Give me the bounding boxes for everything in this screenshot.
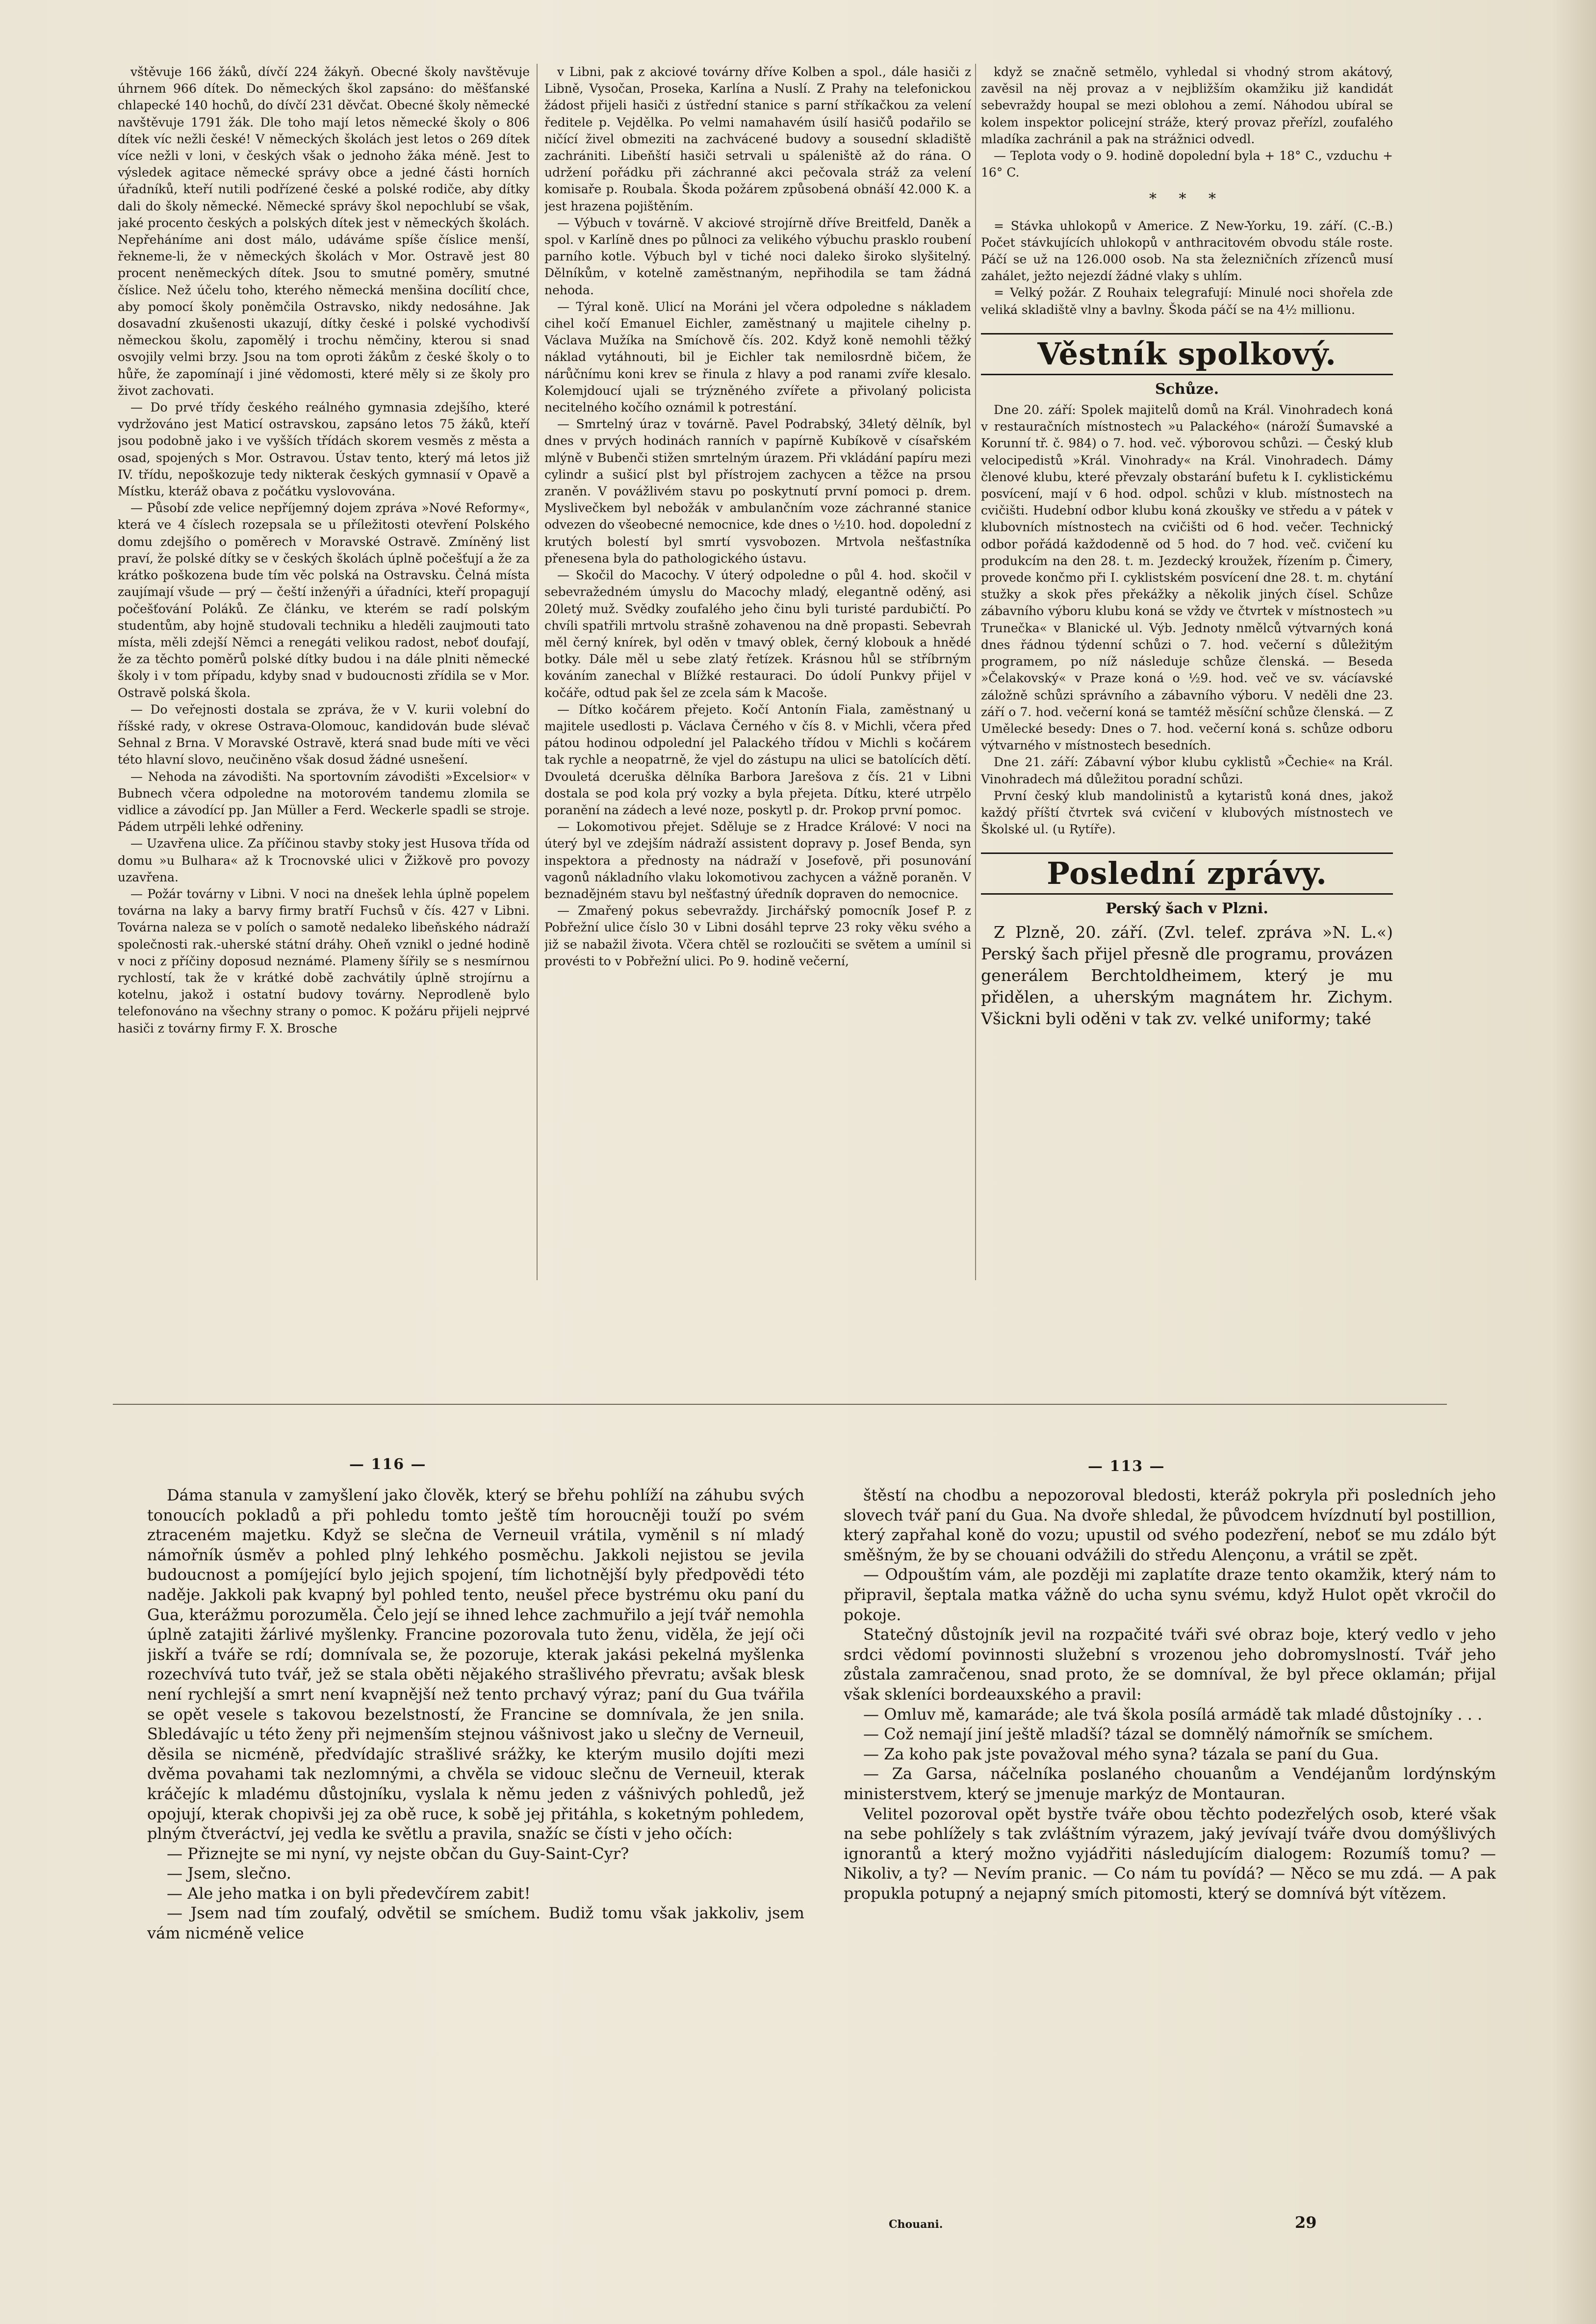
serial-paragraph: — Za koho pak jste považoval mého syna? tázala se paní du Gua.	[863, 1744, 1379, 1763]
vestnik-heading: Věstník spolkový.	[981, 333, 1393, 375]
column-rule	[537, 64, 538, 1280]
news-paragraph: — Do veřejnosti dostala se zpráva, že v V. kurii volební do říšské rady, v okrese Ostrava-Olomouc, kandidován bude slévač Sehnal z Brna. V Moravské Ostravě, která snad bude míti ve věci této hlavní slovo, neučiněno však dosud žádné usnešení.	[118, 702, 530, 767]
column-rule	[975, 64, 976, 1280]
serial-paragraph: Dáma stanula v zamyšlení jako člověk, který se břehu pohlíží na záhubu svých tonoucích pokladů a při pohledu tomto ještě tím horoucněji touží po svém ztraceném majetku. Když se slečna de Verneuil vrátila, vyměnil s ní mladý námořník úsměv a pohled plný lehkého posměchu. Jakkoli nejistou se jevila budoucnost a pomíjející bylo jejich spojení, tím lichotnější byly předpovědi této naděje. Jakkoli pak kvapný byl pohled tento, neušel přece bystrému oku paní du Gua, kterážmu porozuměla. Čelo její se ihned lehce zachmuřilo a její tvář nemohla úplně zatajiti žárlivé myšlenky. Francine pozorovala tuto ženu, viděla, že její oči jiskří a tváře se rdí; domnívala se, že pozoruje, kterak jakási pekelná myšlenka rozechvívá tuto tvář, jež se stala oběti nějakého strašlivého převratu; avšak blesk není rychlejší a smrt není kvapnější než tento prchavý výraz; paní du Gua tvářila se opět vesele s takovou bezelstností, že Francine se domnívala, že jen snila. Sbledávajíc u této ženy při nejmenším stejnou vášnivost jako u slečny de Verneuil, děsila se nicméně, předvídajíc strašlivé srážky, ke kterým musilo dojíti mezi dvěma povahami tak nezlomnými, a chvěla se vidouc slečnu de Verneuil, kterak kráčejíc k mladému důstojníku, vyslala k němu jeden z vášnivých pohledů, jež opojují, kterak chopivši jej za obě ruce, k sobě jej přitáhla, s koketným pohledem, plným čtveráctví, jej vedla ke světlu a pravila, snažíc se čísti v jeho očích:	[147, 1486, 804, 1843]
serial-paragraph: Velitel pozoroval opět bystře tváře obou těchto podezřelých osob, které však na sebe pohlížely s tak zvláštním výrazem, jaký jevívají tváře dvou domýšlivých ignorantů a který možno vyjádřiti následujícím dialogem: Rozumíš tomu? — Nikoliv, a ty? — Nevím pranic. — Co nám tu povídá? — Něco se mu zdá. — A pak propukla potupný a nejapný smích pitomosti, který se domnívá být vítězem.	[844, 1804, 1496, 1903]
binding-shadow	[1552, 0, 1596, 2324]
fold-divider	[113, 1404, 1447, 1405]
serial-paragraph: — Odpouštím vám, ale později mi zaplatíte draze tento okamžik, který nám to připravil, šeptala matka vážně do ucha synu svému, když Hulot opět vkročil do pokoje.	[844, 1565, 1496, 1624]
news-paragraph: — Lokomotivou přejet. Sděluje se z Hradce Králové: V noci na úterý byl ve zdejším nádraží assistent dopravy p. Josef Benda, syn inspektora a přednosty na nádraží v Josefově, při posunování vagonů nákladního vlaku lokomotivou zachycen a vážně poraněn. V beznadějném stavu byl nešťastný úředník dopraven do nemocnice.	[544, 820, 971, 901]
section-ornament: * * *	[1149, 190, 1225, 208]
serial-paragraph: — Omluv mě, kamaráde; ale tvá škola posílá armádě tak mladé důstojníky . . .	[863, 1704, 1483, 1724]
news-paragraph: — Do prvé třídy českého reálného gymnasia zdejšího, které vydržováno jest Maticí ostravskou, zapsáno letos 75 žáků, kteří jsou podobně jako i ve vyšších třídách skorem vesměs z města a osad, spojených s Mor. Ostravou. Ústav tento, který má letos již IV. třídu, nepoškozuje tedy nikterak českých gymnasií v Opavě a Místku, kteráž obava z počátku vyslovována.	[118, 400, 530, 499]
serial-signature: Chouani.	[889, 2218, 943, 2231]
news-paragraph: — Zmařený pokus sebevraždy. Jirchářský pomocník Josef P. z Pobřežní ulice číslo 30 v Libni dosáhl teprve 23 roky věku svého a již se nabažil života. Včera chtěl se rozloučiti se světem a umínil si provésti to v Pobřežní ulici. Po 9. hodině večerní,	[544, 904, 971, 968]
news-paragraph: — Teplota vody o 9. hodině dopolední byla + 18° C., vzduchu + 16° C.	[981, 149, 1393, 180]
news-paragraph: v Libni, pak z akciové továrny dříve Kolben a spol., dále hasiči z Libně, Vysočan, Proseka, Karlína a Nuslí. Z Prahy na telefonickou žádost přijeli hasiči z ústřední stanice s parní stříkačkou za velení ředitele p. Vejdělka. Po velmi namahavém úsilí hasičů podařilo se ničící živel obmeziti na zachvácené budovy a sousední skladiště zachrániti. Libeňští hasiči setrvali u spáleniště až do rána. O udržení pořádku při záchranné akci pečovala stráž za velení komisaře p. Roubala. Škoda požárem způsobená obnáší 42.000 K. a jest hrazena pojištěním.	[544, 65, 971, 213]
news-column-2	[544, 64, 971, 1280]
folio-left: — 116 —	[349, 1456, 427, 1473]
serial-paragraph: — Což nemají jiní ještě mladší? tázal se domnělý námořník se smíchem.	[863, 1725, 1434, 1744]
news-paragraph: — Skočil do Macochy. V úterý odpoledne o půl 4. hod. skočil v sebevražedném úmyslu do Macochy mladý, elegantně oděný, asi 20letý muž. Svědky zoufalého jeho činu byli turisté pardubičtí. Po chvíli spatřili mrtvolu strašně zohavenou na dně propasti. Sebevrah měl černý knírek, byl oděn v tmavý oblek, černý klobouk a hnědé botky. Dále měl u sebe zlatý řetízek. Krásnou hůl se stříbrným kováním zanechal v Blížké restauraci. Do údolí Punkvy přijel v kočáře, odtud pak šel ze zcela sám k Macoše.	[544, 568, 971, 700]
vestnik-subheading: Schůze.	[1155, 380, 1219, 398]
folio-right: — 113 —	[1088, 1458, 1165, 1475]
news-paragraph: — Týral koně. Ulicí na Moráni jel včera odpoledne s nákladem cihel kočí Emanuel Eichler, zaměstnaný u majitele cihelny p. Václava Mužíka na Smíchově čís. 202. Když koně nemohli těžký náklad vytáhnouti, bil je Eichler tak nemilosrdně bičem, že nárůčnímu koni krev se řinula z hlavy a pod ranami zvíře klesalo. Kolemjdoucí ujali se trýzněného zvířete a přivolaný policista necitelného kočího oznámil k potrestání.	[544, 299, 971, 415]
serial-paragraph: štěstí na chodbu a nepozoroval bledosti, kteráž pokryla při posledních jeho slovech tvář paní du Gua. Na dvoře shledal, že původcem hvízdnutí byl postillion, který zapřahal koně do vozu; upustil od svého podezření, neboť se mu zdálo být směšným, že by se chouani odvážili do středu Alençonu, a vrátil se zpět.	[844, 1486, 1496, 1564]
serial-paragraph: Statečný důstojník jevil na rozpačité tváři své obraz boje, který vedlo v jeho srdci vědomí povinnosti služební s vrozenou jeho dobromyslností. Tvář jeho zůstala zamračenou, snad proto, že se domníval, že byl přece oklamán; přijal však skleníci bordeauxského a pravil:	[844, 1625, 1496, 1704]
serial-paragraph: — Přiznejte se mi nyní, vy nejste občan du Guy-Saint-Cyr?	[167, 1844, 629, 1863]
news-paragraph: — Dítko kočárem přejeto. Kočí Antonín Fiala, zaměstnaný u majitele usedlosti p. Václava Černého v čís 8. v Michli, včera před pátou hodinou odpolední jel Palackého třídou v Michli s kočárem tak rychle a neopatrně, že vjel do zástupu na ulici se batolících dětí. Dvouletá dceruška dělníka Barbora Jarešova z čís. 21 v Libni dostala se pod kola prý vozky a byla přejeta. Dítku, které utrpělo poranění na zádech a levé noze, poskytl p. dr. Prokop první pomoc.	[544, 702, 971, 817]
serial-column-left	[147, 1485, 804, 2246]
news-paragraph: když se značně setmělo, vyhledal si vhodný strom akátový, zavěsil na něj provaz a v nejbližším okamžiku již kandidát sebevraždy houpal se mezi oblohou a zemí. Náhodou ubíral se kolem inspektor policejní stráže, který provaz přeřízl, zoufalého mladíka zachránil a pak na strážnici odvedl.	[981, 65, 1393, 146]
serial-paragraph: — Ale jeho matka i on byli předevčírem zabit!	[167, 1884, 531, 1903]
page-number: 29	[1295, 2213, 1317, 2232]
serial-paragraph: — Za Garsa, náčelníka poslaného chouanům a Vendéjanům lordýnským ministerstvem, který se jmenuje markýz de Montauran.	[844, 1764, 1496, 1803]
serial-paragraph: — Jsem nad tím zoufalý, odvětil se smíchem. Budiž tomu však jakkoliv, jsem vám nicméně velice	[147, 1904, 804, 1943]
news-paragraph: První český klub mandolinistů a kytaristů koná dnes, jakož každý příští čtvrtek svá cvičení v klubových místnostech ve Školské ul. (u Rytíře).	[981, 788, 1393, 837]
news-paragraph: = Stávka uhlokopů v Americe. Z New-Yorku, 19. září. (C.-B.) Počet stávkujících uhlokopů v anthracitovém obvodu stále roste. Páčí se už na 126.000 osob. Na sta železničních zřízenců musí zahálet, ježto nejezdí žádné vlaky s uhlím.	[981, 218, 1393, 284]
news-paragraph: Dne 21. září: Zábavní výbor klubu cyklistů »Čechie« na Král. Vinohradech má důležitou poradní schůzi.	[981, 755, 1393, 786]
news-paragraph: — Požár továrny v Libni. V noci na dnešek lehla úplně popelem továrna na laky a barvy firmy bratří Fuchsů v čís. 427 v Libni. Továrna naleza se v polích o samotě nedaleko libeňského nádraží společnosti rak.-uherské státní dráhy. Oheň vznikl o jedné hodině v noci z příčiny doposud neznámé. Plameny šířily se s nesmírnou rychlostí, tak že v krátké době zachvátily úplně strojírnu a kotelnu, jakož i ostatní budovy továrny. Neprodleně bylo telefonováno na všechny strany o pomoc. K požáru přijeli nejprvé hasiči z továrny firmy F. X. Brosche	[118, 886, 530, 1035]
news-paragraph: — Působí zde velice nepříjemný dojem zpráva »Nové Reformy«, která ve 4 číslech rozepsala se u příležitosti otevření Polského domu zdejšího o poměrech v Moravské Ostravě. Zmíněný list praví, že polské dítky se v českých školách úplně počešťují a že za krátko poškozena bude tím věc polská na Ostravsku. Čelná místa zaujímají všude — prý — čeští inženýři a úřadníci, kteří propagují počešťování Poláků. Ze článku, ve kterém se radí polským studentům, aby hojně studovali techniku a hleděli zaujmouti tato místa, měli zdejší Němci a renegáti velikou radost, neboť doufají, že za těchto poměrů polské dítky budou i na dále plniti německé školy i v tom případu, kdyby snad v budoucnosti zřídila se v Mor. Ostravě polská škola.	[118, 501, 530, 700]
news-paragraph: — Smrtelný úraz v továrně. Pavel Podrabský, 34letý dělník, byl dnes v prvých hodinách ranních v papírně Kubíkově v císařském mlýně v Bubenči stižen smrtelným úrazem. Při vkládání papíru mezi cylindr a sušicí plst byl přístrojem zachycen a těžce na prsou zraněn. V povážlivém stavu po poskytnutí první pomoci p. drem. Myslivečkem byl nebožák v ambulančním voze záchranné stanice odvezen do všeobecné nemocnice, kde dnes o ½10. hod. dopolední z krutých bolestí byl smrtí vysvobozen. Mrtvola nešťastníka přenesena byla do pathologického ústavu.	[544, 417, 971, 566]
news-paragraph: Dne 20. září: Spolek majitelů domů na Král. Vinohradech koná v restauračních místnostech »u Palackého« (nároží Šumavské a Korunní tř. č. 984) o 7. hod. več. výborovou schůzi. — Český klub velocipedistů »Král. Vinohrady« na Král. Vinohradech. Dámy členové klubu, které převzaly obstarání bufetu k I. cyklistickému posvícení, mají v 6 hod. odpol. schůzi v klub. místnostech na cvičišti. Hudební odbor klubu koná zkoušky ve středu a v pátek v klubovních místnostech na cvičišti od 6 hod. večer. Technický odbor pořádá každodenně od 5 hod. do 7 hod. več. cvičení ku produkcím na den 28. t. m. Jezdecký kroužek, řízením p. Čimery, provede končmo při I. cyklistském posvícení dne 28. t. m. chytání stužky a skok přes překážky a několik jiných čísel. Schůze zábavního výboru klubu koná se vždy ve čtvrtek v místnostech »u Trunečka« v Blanické ul. Výb. Jednoty nmělců výtvarných koná dnes řádnou týdenní schůzi o 7. hod. večerní s důležitým programem, po níž následuje schůze členská. — Beseda »Čelakovský« v Praze koná o ½9. hod. več ve sv. vácíavské záložně schůzi správního a zábavního výboru. V neděli dne 23. září o 7. hod. večerní koná se tamtéž měsíční schůze členská. — Z Umělecké besedy: Dnes o 7. hod. večerní koná s. schůze odboru výtvarného v místnostech besedních.	[981, 403, 1393, 753]
latest-news-heading: Poslední zprávy.	[981, 852, 1393, 895]
news-paragraph: — Uzavřena ulice. Za příčinou stavby stoky jest Husova třída od domu »u Bulhara« až k Trocnovské ulici v Žižkově pro povozy uzavřena.	[118, 836, 530, 884]
news-paragraph: — Výbuch v továrně. V akciové strojírně dříve Breitfeld, Daněk a spol. v Karlíně dnes po půlnoci za velikého výbuchu prasklo roubení parního kotle. Výbuch byl v tiché noci daleko široko slyšitelný. Dělníkům, v kotelně zaměstnaným, nepřihodila se tam žádná nehoda.	[544, 215, 971, 297]
news-paragraph: — Nehoda na závodišti. Na sportovním závodišti »Excelsior« v Bubnech včera odpoledne na motorovém tandemu zlomila se vidlice a závodící pp. Jan Müller a Ferd. Weckerle spadli se stroje. Pádem utrpěli lehké odřeniny.	[118, 769, 530, 834]
news-paragraph: = Velký požár. Z Rouhaix telegrafují: Minulé noci shořela zde veliká skladiště vlny a bavlny. Škoda páčí se na 4½ millionu.	[981, 285, 1393, 317]
latest-news-lede: Z Plzně, 20. září. (Zvl. telef. zpráva »N. L.«) Perský šach přijel přesně dle programu, provázen generálem Berchtoldheimem, který je mu přidělen, a uherským magnátem hr. Zichym. Všickni byli oděni v tak zv. velké uniformy; také	[981, 922, 1393, 1028]
news-column-3	[981, 64, 1393, 1280]
latest-news-subheading: Perský šach v Plzni.	[1106, 900, 1268, 918]
news-paragraph: vštěvuje 166 žáků, dívčí 224 žákyň. Obecné školy navštěvuje úhrnem 966 dítek. Do německých škol zapsáno: do měšťanské chlapecké 140 hochů, do dívčí 231 děvčat. Obecné školy německé navštěvuje 1791 žák. Dle toho mají letos německé školy o 806 dítek víc nežli české! V německých školách jest letos o 269 dítek více nežli v loni, v českých však o jednoho žáka méně. Jest to výsledek agitace německé správy obce a jedné části horních úřadníků, kteří nutili podřízené české a polské rodiče, aby dítky dali do školy německé. Německé správy škol nepochlubí se však, jaké procento českých a polských dítek jest v německých školách. Nepřeháníme ani dost málo, udáváme spíše číslice menší, řekneme-li, že v německých školách v Mor. Ostravě jest 80 procent neněmeckých dítek. Jsou to smutné poměry, smutné číslice. Než účelu toho, kterého německá menšina docílití chce, aby pomocí školy poněmčila Ostravsko, nikdy nedosáhne. Jak dosavadní zkušenosti ukazují, dítky české i polské vychodivší německou školu, zapomělý i trochu němčiny, kterou si snad osvojily velmi brzy. Jsou na tom oproti žákům z české školy o to hůře, že zapomínají i jiné vědomosti, které měly si ze školy pro život zachovati.	[118, 65, 530, 398]
serial-paragraph: — Jsem, slečno.	[167, 1864, 292, 1883]
news-column-1	[118, 64, 530, 1280]
serial-column-right	[844, 1485, 1496, 2201]
